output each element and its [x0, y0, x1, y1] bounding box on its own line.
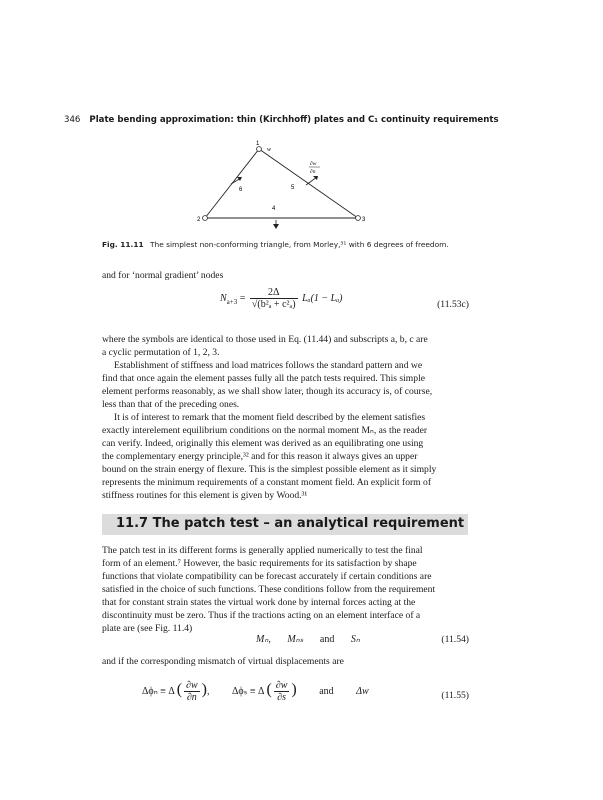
eq-numerator: 2Δ	[250, 287, 298, 299]
eq54-term-1: Mₙ,	[256, 634, 271, 645]
equation-11-54	[256, 634, 360, 645]
para3-line: the complementary energy principle,³² and for this reason it always gives an upper	[102, 451, 418, 462]
eq55-and: and	[319, 685, 334, 697]
node-6-label: 6	[239, 187, 243, 193]
dwdn-denominator: ∂n	[310, 169, 316, 175]
eq-rhs: Lₐ(1 − Lₐ)	[302, 292, 343, 304]
running-title: Plate bending approximation: thin (Kirchhoff) plates and C₁ continuity requirements	[89, 115, 499, 125]
eq-number-11-54: (11.54)	[441, 634, 469, 645]
eq-number-11-55: (11.55)	[441, 690, 469, 701]
para3-line: It is of interest to remark that the moment field described by the element satisfies	[114, 412, 426, 423]
node-1-label: 1	[256, 141, 260, 147]
caption-text: The simplest non-conforming triangle, from Morley,³¹ with 6 degrees of freedom.	[150, 240, 449, 249]
eq-denominator: √(b²ₐ + c²ₐ)	[251, 299, 296, 310]
para5-line: and if the corresponding mismatch of virtual displacements are	[102, 656, 344, 667]
para3-line: exactly interelement equilibrium conditions on the normal moment Mₙ, as the reader	[102, 425, 428, 436]
eq55-a-lhs: Δϕₙ ≡ Δ	[142, 685, 175, 697]
eq54-term-3: Sₙ	[350, 634, 360, 645]
eq55-b-num: ∂w	[275, 680, 288, 691]
node-3-circle	[356, 216, 361, 221]
para2-line: Establishment of stiffness and load matrices follows the standard pattern and we	[114, 360, 423, 371]
para3-line: bound on the strain energy of flexure. This is the simplest possible element as it simply	[102, 464, 437, 475]
triangle-outline	[205, 149, 358, 218]
eq55-b-fraction	[274, 680, 290, 703]
dwdn-numerator: ∂w	[310, 161, 317, 167]
para4-line: satisfied in the choice of such functions. These conditions follow from the requirement	[102, 584, 436, 595]
figure-caption	[102, 240, 449, 249]
eq54-and: and	[319, 634, 335, 645]
w-label: w	[267, 147, 272, 153]
node-2-label: 2	[197, 217, 201, 223]
para4-line: that for constant strain states the virtual work done by internal forces acting at the	[102, 597, 416, 608]
para1-line: a cyclic permutation of 1, 2, 3.	[102, 347, 220, 358]
node-1-circle	[257, 147, 262, 152]
para3-line: represents the minimum requirements of a constant moment field. An explicit form of	[102, 477, 432, 488]
intro-line: and for ‘normal gradient’ nodes	[102, 270, 224, 281]
para1-line: where the symbols are identical to those used in Eq. (11.44) and subscripts a, b, c are	[102, 334, 428, 345]
running-header	[64, 115, 499, 125]
eq55-b-lhs: Δϕₛ ≡ Δ	[231, 685, 264, 697]
equation-11-53c: $N_{a+3}$ = $\frac{2\Delta}{\text{√(b²ₐ + c²ₐ)}}$ Lₐ(1 − Lₐ)	[220, 287, 343, 310]
eq55-a-num: ∂w	[186, 680, 198, 691]
morley-triangle-figure	[196, 138, 386, 230]
node-4-label: 4	[272, 206, 276, 212]
eq55-b-den: ∂s	[277, 692, 286, 703]
eq-lhs: N	[220, 292, 227, 304]
para2-line: element performs reasonably, as we shall show later, though its accuracy is, of course,	[102, 386, 433, 397]
eq-fraction	[250, 287, 298, 310]
eq55-a-den: ∂n	[186, 692, 197, 703]
para4-line: functions that violate compatibility can be forecast accurately if certain conditions are	[102, 571, 432, 582]
para2-line: less than that of the preceding ones.	[102, 399, 240, 410]
para4-line: form of an element.⁷ However, the basic requirements for its satisfaction by shape	[102, 558, 417, 569]
para4-line: The patch test in its different forms is generally applied numerically to test the final	[102, 545, 423, 556]
eq55-c: Δw	[356, 685, 369, 697]
node-4-arrowhead	[273, 224, 279, 229]
caption-label: Fig. 11.11	[102, 240, 144, 249]
eq-lhs-sub: a+3	[226, 297, 238, 306]
equation-11-55: Δϕₙ ≡ Δ ( $\frac{\partial w}{\partial n}$ ), Δϕₛ ≡ Δ ( $\frac{\partial w}{\partial s}$ ) and Δw	[142, 680, 369, 703]
eq55-a-fraction	[184, 680, 200, 703]
node-5-label: 5	[291, 185, 295, 191]
node-2-circle	[203, 216, 208, 221]
node-3-label: 3	[362, 217, 366, 223]
para2-line: find that once again the element passes fully all the patch tests required. This simple	[102, 373, 425, 384]
eq-number-11-53c: (11.53c)	[437, 299, 469, 310]
para3-line: can verify. Indeed, originally this element was derived as an equilibrating one using	[102, 438, 424, 449]
section-title: 11.7 The patch test – an analytical requirement	[116, 516, 465, 531]
para4-line: plate are (see Fig. 11.4)	[102, 623, 193, 634]
page-number: 346	[64, 115, 81, 125]
para4-line: discontinuity must be zero. Thus if the tractions acting on an element interface of a	[102, 610, 421, 621]
eq54-term-2: Mₙₛ	[287, 634, 304, 645]
para3-line: stiffness routines for this element is given by Wood.³¹	[102, 490, 308, 501]
